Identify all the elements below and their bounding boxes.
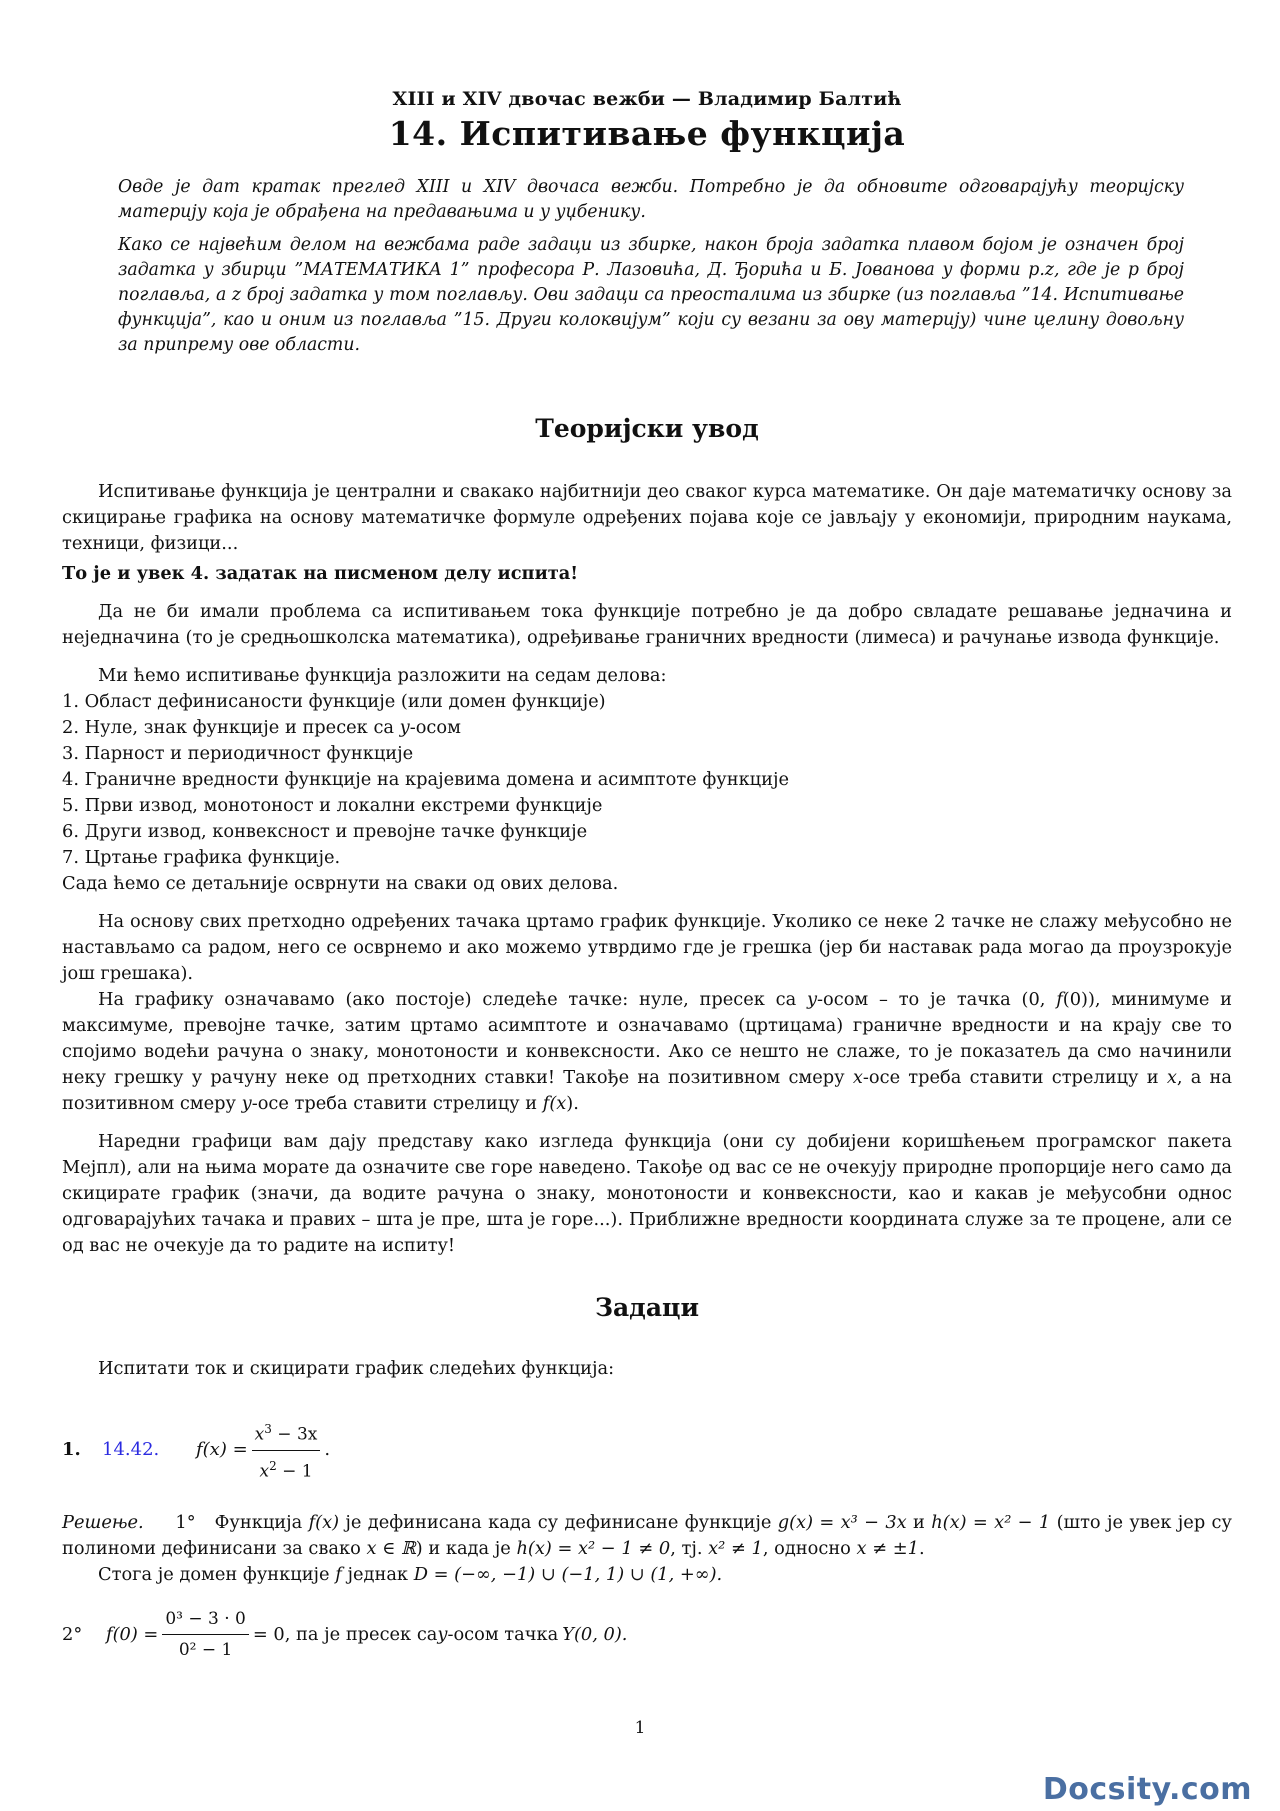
list-item: 1. Област дефинисаности функције (или домен функције) [62, 691, 606, 712]
step2-fraction: $\frac{\text{0³ − 3 · 0}}{\text{0² − 1}}$ [162, 1606, 249, 1663]
section-heading-theory: Теоријски увод [535, 414, 759, 443]
steps-list [62, 689, 1232, 871]
theory-paragraph: На графику означавамо (ако постоје) следеће тачке: нуле, пресек са y-осом – то је тачка (0, f(0)), минимуме и максимуме, превојне тачке, затим цртамо асимптоте и означавамо (цртицама) граничне вредности и на крају све то спојимо водећи рачуна о знаку, монотоности и конвексности. Ако се нешто не слаже, то је показатељ да смо начинили неку грешку у рачуну неке од претходних ставки! Такође на позитивном смеру x-осе треба ставити стрелицу и x, а на позитивном смеру y-осе треба ставити стрелицу и f(x). [62, 989, 1233, 1114]
theory-body [62, 479, 1232, 1259]
section-heading-tasks: Задаци [594, 1293, 700, 1322]
lecture-header: XIII и XIV двочас вежби — Владимир Балтић [392, 88, 902, 110]
list-intro: Ми ћемо испитивање функција разложити на седам делова: [98, 665, 667, 686]
solution-label: Решење. [62, 1512, 144, 1534]
task-number: 1. [62, 1439, 81, 1461]
function-fraction [252, 1416, 321, 1484]
docsity-watermark[interactable]: Docsity.com [1042, 1772, 1252, 1807]
task-reference-link[interactable]: 14.42. [102, 1439, 160, 1461]
page-title: 14. Испитивање функција [388, 114, 906, 153]
list-outro: Сада ћемо се детаљније осврнути на сваки од ових делова. [62, 873, 619, 894]
theory-paragraph: Да не би имали проблема са испитивањем тока функције потребно је да добро свладате решавање једначина и неједначина (то је средњошколска математика), одређивање граничних вредности (лимеса) и рачунање извода функције. [62, 601, 1232, 648]
solution-domain: Стога је домен функције f једнак D = (−∞, −1) ∪ (−1, 1) ∪ (1, +∞). [98, 1564, 723, 1586]
tasks-body [62, 1356, 1232, 1663]
task-instruction: Испитати ток и скицирати график следећих функција: [98, 1358, 615, 1379]
list-item: 2. Нуле, знак функције и пресек са y-осом [62, 717, 461, 738]
page-number: 1 [634, 1718, 646, 1738]
fraction-numerator: $x^3 - 3x$ [252, 1416, 321, 1451]
emphasis-line: То је и увек 4. задатак на писменом делу испита! [62, 563, 579, 584]
intro-paragraph: Како се највећим делом на вежбама раде задаци из збирке, након броја задатка плавом бојом је означен број задатка у збирци ”МАТЕМАТИКА 1” професора Р. Лазовића, Д. Ђорића и Б. Јованова у форми p.z, где је p број поглавља, а z број задатка у том поглављу. Ови задаци са преосталима из збирке (из поглавља ”14. Испитивање функција”, као и оним из поглавља ”15. Други колоквијум” који су везани за ову материју) чине целину довољну за припрему ове области. [118, 235, 1184, 355]
task-1: 1. 14.42. f(x) = $\frac{x^3 - 3x}{x^2 - 1}$ . [62, 1416, 1232, 1484]
document-page [62, 0, 1232, 1663]
theory-paragraph: На основу свих претходно одређених тачака цртамо график функције. Уколико се неке 2 тачке не слажу међусобно не настављамо са радом, него се осврнемо и ако можемо утврдимо где је грешка (јер би наставак рада могао да проузрокује још грешака). [62, 911, 1232, 984]
list-item: 5. Први извод, монотоност и локални екстреми функције [62, 795, 603, 816]
list-item: 4. Граничне вредности функције на крајевима домена и асимптоте функције [62, 769, 790, 790]
fraction-denominator: $x^2 - 1$ [259, 1458, 313, 1482]
theory-paragraph: Испитивање функција је централни и свакако најбитнији део сваког курса математике. Он даје математичку основу за скицирање графика на основу математичке формуле одређених појава које се јављају у економији, природним наукама, техници, физици... [62, 481, 1232, 554]
intro-paragraph: Овде је дат кратак преглед XIII и XIV двочаса вежби. Потребно је да обновите одговарајућу теоријску материју која је обрађена на предавањима и у уџбенику. [118, 177, 1184, 222]
intro-block [118, 175, 1184, 358]
list-item: 3. Парност и периодичност функције [62, 743, 414, 764]
solution-paragraph: Решење. 1° Функција f(x) је дефинисана када су дефинисане функције g(x) = x³ − 3x и h(x) = x² − 1 (што је увек јер су полиноми дефинисани за свако x ∈ ℝ) и када је h(x) = x² − 1 ≠ 0, тј. x² ≠ 1, односно x ≠ ±1. [62, 1512, 1232, 1560]
list-item: 7. Цртање графика функције. [62, 847, 341, 868]
function-lhs: f(x) = [196, 1439, 248, 1461]
list-item: 6. Други извод, конвексност и превојне тачке функције [62, 821, 588, 842]
theory-paragraph: Наредни графици вам дају представу како изгледа функција (они су добијени коришћењем програмског пакета Мејпл), али на њима морате да означите све горе наведено. Такође од вас се не очекују природне пропорције него само да скицирате график (значи, да водите рачуна о знаку, монотоности и конвексности, као и какав је међусобни однос одговарајућих тачака и правих – шта је пре, шта је горе...). Приближне вредности координата служе за те процене, али се од вас не очекује да то радите на испиту! [62, 1131, 1232, 1256]
solution-step-2: 2° f(0) = $\frac{\text{0³ − 3 · 0}}{\text{0² − 1}}$ = 0, па је пресек са y -осом тачка Y(0, 0). [62, 1606, 1232, 1663]
